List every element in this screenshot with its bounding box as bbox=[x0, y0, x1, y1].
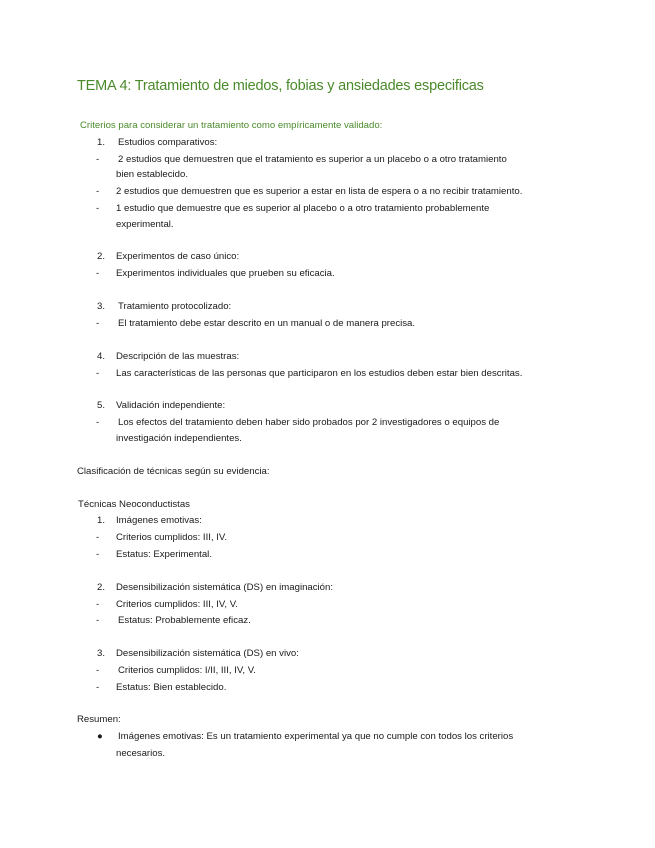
tecnica-heading: Imágenes emotivas: bbox=[116, 515, 202, 526]
tecnica-number: 3. bbox=[97, 648, 106, 659]
list-item: Las características de las personas que participaron en los estudios deben estar bien descritas. bbox=[116, 368, 523, 379]
list-item: Estatus: Bien establecido. bbox=[116, 682, 227, 693]
dash-marker: - bbox=[96, 682, 100, 693]
list-item: Criterios cumplidos: III, IV. bbox=[116, 532, 228, 543]
dash-marker: - bbox=[96, 203, 100, 214]
dash-marker: - bbox=[96, 417, 100, 428]
dash-marker: - bbox=[96, 368, 100, 379]
tecnica-number: 1. bbox=[97, 515, 106, 526]
section-heading: Experimentos de caso único: bbox=[116, 251, 240, 262]
list-item: Criterios cumplidos: I/II, III, IV, V. bbox=[118, 665, 256, 676]
section-heading: Tratamiento protocolizado: bbox=[118, 301, 232, 312]
list-item-continuation: necesarios. bbox=[116, 748, 166, 759]
dash-marker: - bbox=[96, 154, 100, 165]
bullet-marker: ● bbox=[97, 731, 103, 742]
section-heading: Estudios comparativos: bbox=[118, 137, 218, 148]
section-heading: Descripción de las muestras: bbox=[116, 351, 240, 362]
tecnica-heading: Desensibilización sistemática (DS) en vivo: bbox=[116, 648, 299, 659]
dash-marker: - bbox=[96, 549, 100, 560]
tecnica-heading: Desensibilización sistemática (DS) en imaginación: bbox=[116, 582, 334, 593]
section-number: 3. bbox=[97, 301, 106, 312]
list-item: El tratamiento debe estar descrito en un manual o de manera precisa. bbox=[118, 318, 416, 329]
list-item: Imágenes emotivas: Es un tratamiento experimental ya que no cumple con todos los criterios bbox=[118, 731, 514, 742]
list-item: 2 estudios que demuestren que es superior a estar en lista de espera o a no recibir tratamiento. bbox=[116, 186, 523, 197]
list-item: Criterios cumplidos: III, IV, V. bbox=[116, 599, 238, 610]
tecnica-number: 2. bbox=[97, 582, 106, 593]
dash-marker: - bbox=[96, 186, 100, 197]
clasificacion-heading: Clasificación de técnicas según su evidencia: bbox=[77, 466, 270, 477]
criterios-heading: Criterios para considerar un tratamiento como empíricamente validado: bbox=[80, 120, 383, 131]
section-heading: Validación independiente: bbox=[116, 400, 226, 411]
list-item: 2 estudios que demuestren que el tratamiento es superior a un placebo o a otro tratamiento bbox=[118, 154, 507, 165]
section-number: 1. bbox=[97, 137, 106, 148]
tecnicas-heading: Técnicas Neoconductistas bbox=[78, 499, 190, 510]
dash-marker: - bbox=[96, 268, 100, 279]
list-item: Los efectos del tratamiento deben haber sido probados por 2 investigadores o equipos de bbox=[118, 417, 500, 428]
section-number: 5. bbox=[97, 400, 106, 411]
dash-marker: - bbox=[96, 532, 100, 543]
list-item-continuation: investigación independientes. bbox=[116, 433, 242, 444]
list-item-continuation: bien establecido. bbox=[116, 169, 189, 180]
dash-marker: - bbox=[96, 599, 100, 610]
list-item: 1 estudio que demuestre que es superior al placebo o a otro tratamiento probablemente bbox=[116, 203, 490, 214]
section-number: 2. bbox=[97, 251, 106, 262]
list-item: Estatus: Probablemente eficaz. bbox=[118, 615, 251, 626]
list-item: Estatus: Experimental. bbox=[116, 549, 212, 560]
list-item-continuation: experimental. bbox=[116, 219, 174, 230]
section-number: 4. bbox=[97, 351, 106, 362]
page-title: TEMA 4: Tratamiento de miedos, fobias y ansiedades especificas bbox=[77, 78, 484, 94]
resumen-heading: Resumen: bbox=[77, 714, 121, 725]
dash-marker: - bbox=[96, 318, 100, 329]
dash-marker: - bbox=[96, 615, 100, 626]
list-item: Experimentos individuales que prueben su eficacia. bbox=[116, 268, 335, 279]
dash-marker: - bbox=[96, 665, 100, 676]
